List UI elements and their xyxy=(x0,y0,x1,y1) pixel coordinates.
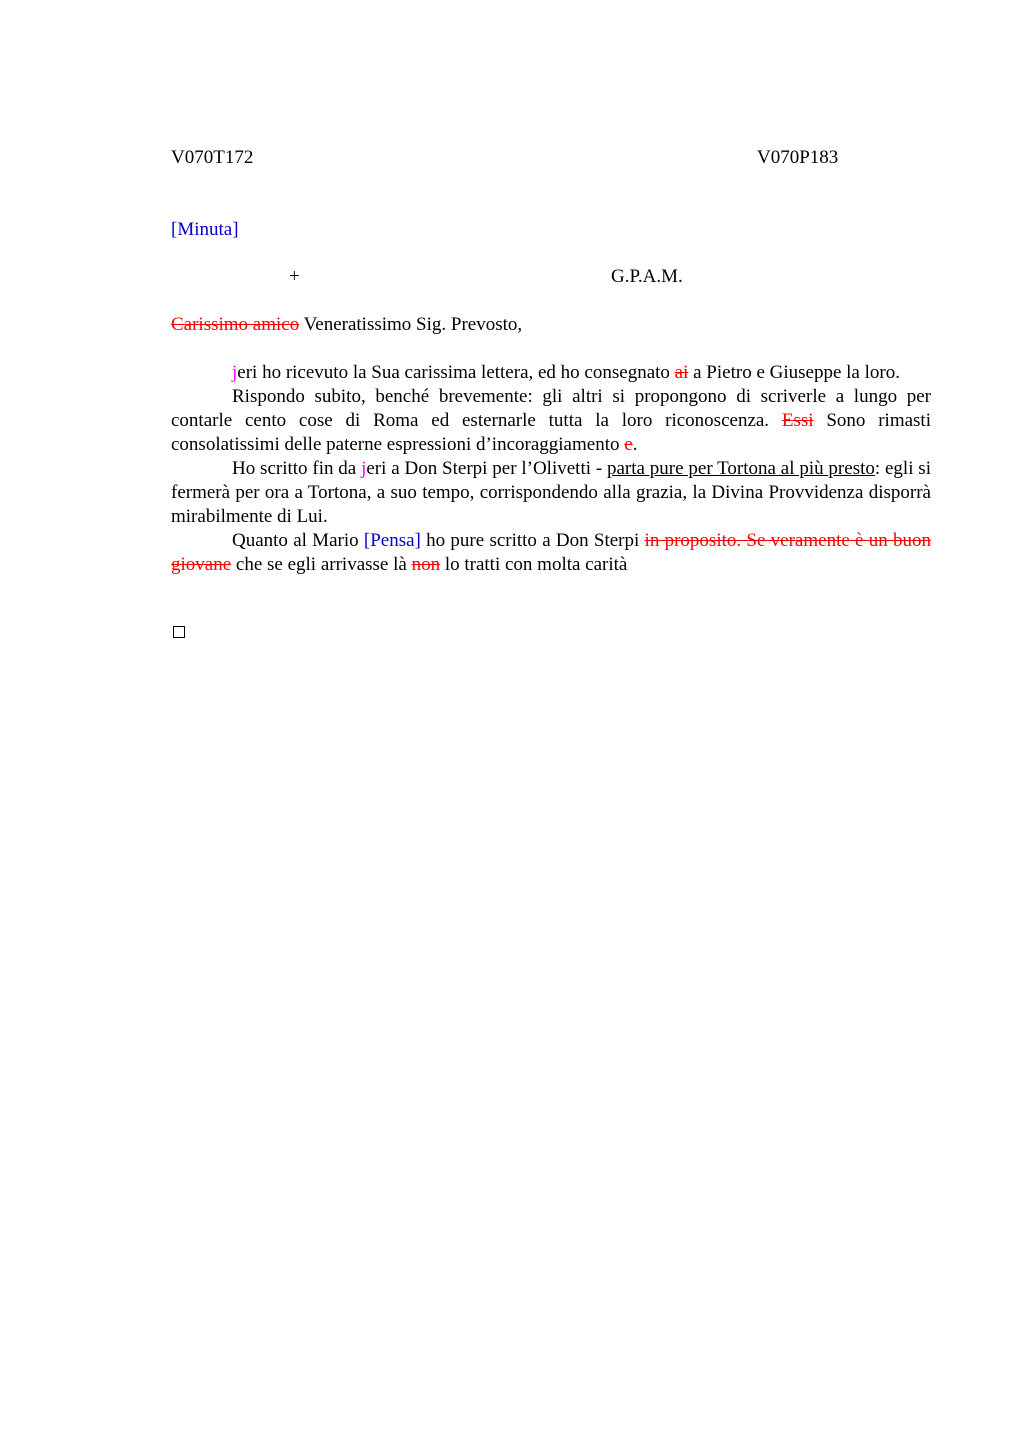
editorial-note-pensa: [Pensa] xyxy=(363,530,421,551)
paragraph-1 xyxy=(171,361,931,385)
text-run: lo tratti con molta carità xyxy=(440,554,628,575)
paragraph-4 xyxy=(171,529,931,577)
text-run: che se egli arrivasse là xyxy=(231,554,412,575)
document-code-left: V070T172 xyxy=(171,147,254,168)
editorial-note-minuta: [Minuta] xyxy=(171,219,239,240)
text-run: Sono rimasti consolatissimi delle paterne espressioni d’incoraggiamento xyxy=(171,410,931,455)
deleted-text: non xyxy=(411,554,441,575)
paragraph-3 xyxy=(171,457,931,529)
text-run: Quanto al Mario xyxy=(232,530,364,551)
deleted-text: in proposito. Se veramente è un buon giovane xyxy=(171,530,932,575)
text-run: a Pietro e Giuseppe la loro. xyxy=(688,362,900,383)
salutation-text: Veneratissimo Sig. Prevosto, xyxy=(299,314,523,335)
inserted-letter: j xyxy=(232,362,238,383)
text-run: ho pure scritto a Don Sterpi xyxy=(420,530,645,551)
deleted-text: ai xyxy=(674,362,689,383)
underlined-text: parta pure per Tortona al più presto xyxy=(607,458,875,479)
deleted-text: e xyxy=(624,434,633,455)
gpam-heading: G.P.A.M. xyxy=(611,266,683,287)
text-run: eri ho ricevuto la Sua carissima lettera, ed ho consegnato xyxy=(237,362,675,383)
text-run: Rispondo subito, benché brevemente: gli altri si propongono di scriverle a lungo per contarle cento cose di Roma ed esternarle tutta la loro riconoscenza. xyxy=(171,386,931,431)
paragraph-2 xyxy=(171,385,931,457)
text-run: : egli si fermerà per ora a Tortona, a suo tempo, corrispondendo alla grazia, la Divina Provvidenza disporrà mirabilmente di Lui. xyxy=(171,458,931,527)
document-code-right: V070P183 xyxy=(757,147,839,168)
salutation-deleted: Carissimo amico xyxy=(171,314,300,335)
text-run: . xyxy=(632,434,638,455)
text-run: Ho scritto fin da xyxy=(232,458,362,479)
inserted-letter: j xyxy=(361,458,367,479)
end-marker-square-icon xyxy=(173,626,185,638)
letter-body xyxy=(171,361,931,577)
deleted-text: Essi xyxy=(781,410,814,431)
cross-symbol: + xyxy=(289,266,300,287)
salutation xyxy=(171,313,522,337)
text-run: eri a Don Sterpi per l’Olivetti - xyxy=(366,458,607,479)
